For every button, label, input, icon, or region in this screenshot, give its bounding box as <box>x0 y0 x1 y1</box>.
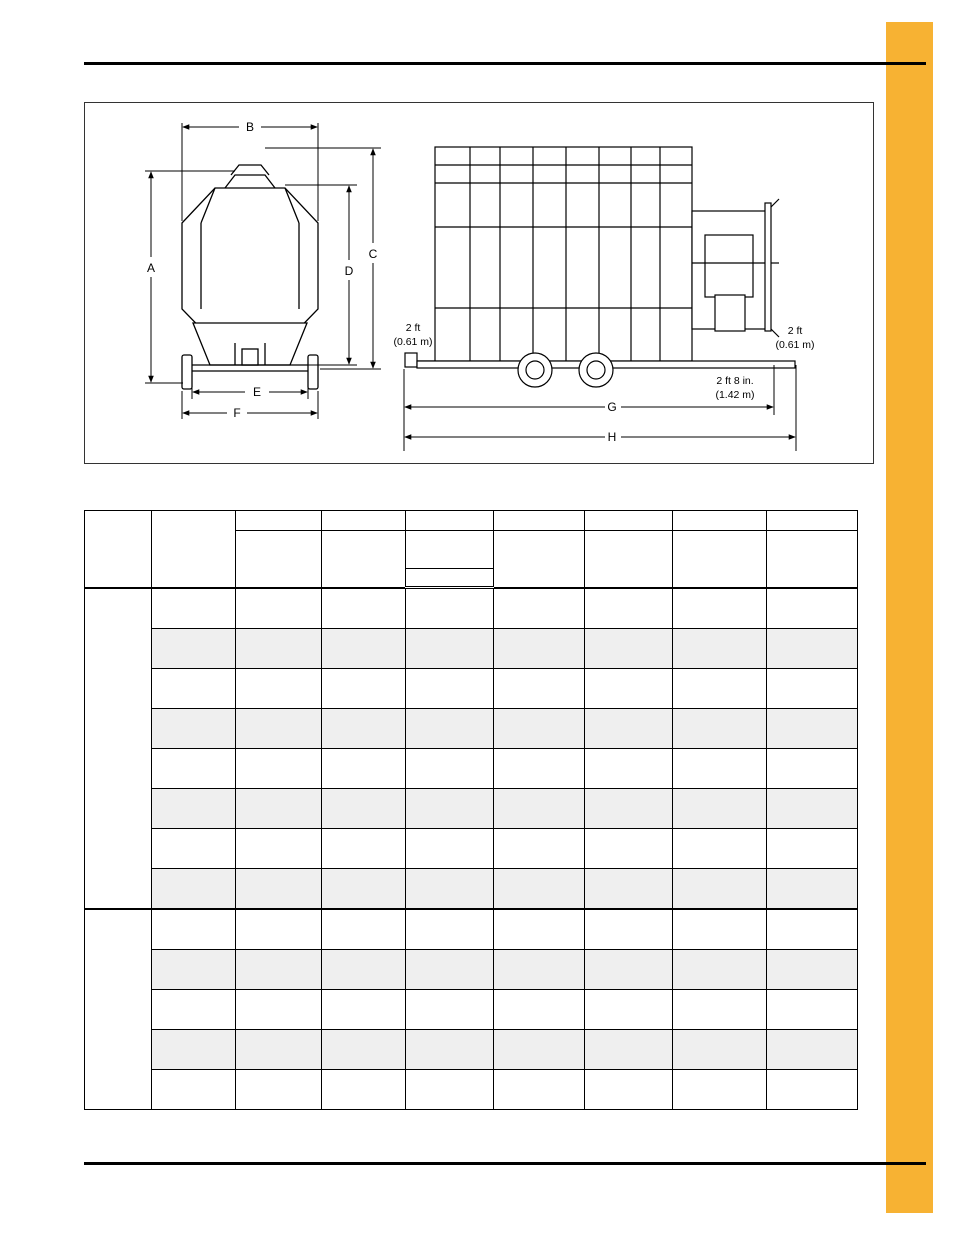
table-cell <box>406 749 494 789</box>
table-cell <box>494 829 585 869</box>
table-row <box>85 629 858 669</box>
table-cell <box>322 709 406 749</box>
table-cell <box>494 909 585 950</box>
header-cell <box>406 531 494 569</box>
dimension-spec-table <box>84 510 858 1110</box>
header-cell <box>322 511 406 531</box>
table-cell <box>585 869 673 910</box>
table-cell <box>494 669 585 709</box>
table-cell <box>767 1030 858 1070</box>
dryer-dimension-figure <box>84 102 874 464</box>
table-cell <box>673 1030 767 1070</box>
side-view-left-wheel <box>182 355 192 389</box>
table-row <box>85 1030 858 1070</box>
table-cell <box>585 1070 673 1110</box>
table-cell <box>494 950 585 990</box>
table-cell <box>673 709 767 749</box>
label-e: E <box>252 385 262 399</box>
model-group-cell <box>85 588 152 910</box>
table-cell <box>152 789 236 829</box>
table-cell <box>494 588 585 629</box>
left-clearance-metric: (0.61 m) <box>393 336 433 348</box>
table-cell <box>673 789 767 829</box>
header-cell <box>236 511 322 531</box>
label-g: G <box>607 400 617 414</box>
header-cell <box>767 531 858 588</box>
table-cell <box>494 1070 585 1110</box>
header-cell <box>152 511 236 588</box>
table-cell <box>322 1030 406 1070</box>
table-cell <box>494 789 585 829</box>
right-clearance-metric: (0.61 m) <box>775 339 815 351</box>
table-cell <box>494 629 585 669</box>
table-cell <box>767 990 858 1030</box>
table-cell <box>767 1070 858 1110</box>
table-cell <box>322 829 406 869</box>
table-cell <box>236 829 322 869</box>
header-cell <box>767 511 858 531</box>
table-cell <box>767 869 858 910</box>
table-cell <box>585 629 673 669</box>
model-group-cell <box>85 909 152 1110</box>
rear-clearance-metric: (1.42 m) <box>715 389 755 401</box>
side-view-right-wheel <box>308 355 318 389</box>
side-view <box>182 165 318 389</box>
label-f: F <box>233 406 241 420</box>
table-cell <box>585 709 673 749</box>
table-cell <box>673 909 767 950</box>
table-cell <box>152 709 236 749</box>
table-cell <box>322 789 406 829</box>
table-row <box>85 1070 858 1110</box>
table-cell <box>585 909 673 950</box>
label-b: B <box>245 120 255 134</box>
table-cell <box>673 588 767 629</box>
table-cell <box>152 869 236 910</box>
table-cell <box>406 629 494 669</box>
table-row <box>85 909 858 950</box>
table-cell <box>673 829 767 869</box>
table-cell <box>494 990 585 1030</box>
table-cell <box>767 829 858 869</box>
table-cell <box>673 629 767 669</box>
table-cell <box>322 749 406 789</box>
right-clearance-imperial: 2 ft <box>787 325 803 337</box>
table-cell <box>322 669 406 709</box>
header-cell <box>494 531 585 588</box>
table-cell <box>406 669 494 709</box>
table-cell <box>767 749 858 789</box>
table-cell <box>585 789 673 829</box>
table-cell <box>585 829 673 869</box>
table-cell <box>322 588 406 629</box>
table-cell <box>406 588 494 629</box>
footer-rule <box>84 1162 926 1165</box>
table-cell <box>767 909 858 950</box>
header-cell <box>673 531 767 588</box>
table-cell <box>322 629 406 669</box>
table-cell <box>152 909 236 950</box>
table-cell <box>322 869 406 910</box>
table-cell <box>767 789 858 829</box>
table-cell <box>406 950 494 990</box>
table-cell <box>322 909 406 950</box>
header-cell <box>322 531 406 588</box>
table-cell <box>673 669 767 709</box>
table-cell <box>236 629 322 669</box>
table-cell <box>585 749 673 789</box>
header-cell <box>85 511 152 588</box>
table-cell <box>236 1030 322 1070</box>
table-cell <box>236 749 322 789</box>
table-cell <box>406 829 494 869</box>
table-cell <box>406 709 494 749</box>
table-cell <box>585 1030 673 1070</box>
table-row <box>85 869 858 910</box>
label-h: H <box>607 430 617 444</box>
table-cell <box>406 909 494 950</box>
table-row <box>85 789 858 829</box>
table-row <box>85 669 858 709</box>
front-view <box>405 147 795 387</box>
header-cell <box>585 511 673 531</box>
side-view-body <box>182 188 318 343</box>
table-cell <box>236 950 322 990</box>
trailer-hitch <box>405 353 417 367</box>
table-cell <box>585 669 673 709</box>
table-cell <box>494 709 585 749</box>
label-a: A <box>146 261 156 275</box>
table-cell <box>673 749 767 789</box>
table-cell <box>236 869 322 910</box>
table-cell <box>152 1030 236 1070</box>
table-cell <box>673 1070 767 1110</box>
label-d: D <box>344 264 354 278</box>
table-cell <box>152 990 236 1030</box>
table-row <box>85 749 858 789</box>
table-cell <box>585 990 673 1030</box>
table-row <box>85 829 858 869</box>
table-cell <box>406 789 494 829</box>
table-cell <box>406 1070 494 1110</box>
table-cell <box>585 588 673 629</box>
table-cell <box>322 990 406 1030</box>
table-cell <box>152 749 236 789</box>
table-cell <box>494 749 585 789</box>
header-rule <box>84 62 926 65</box>
table-cell <box>236 588 322 629</box>
header-cell <box>673 511 767 531</box>
label-c: C <box>368 247 378 261</box>
table-cell <box>152 629 236 669</box>
table-cell <box>585 950 673 990</box>
front-view-body <box>435 147 692 361</box>
table-cell <box>152 588 236 629</box>
table-cell <box>152 829 236 869</box>
header-cell <box>494 511 585 531</box>
table-cell <box>767 588 858 629</box>
header-cell <box>585 531 673 588</box>
table-cell <box>236 789 322 829</box>
table-cell <box>767 709 858 749</box>
table-row <box>85 990 858 1030</box>
table-cell <box>673 990 767 1030</box>
table-cell <box>673 950 767 990</box>
header-cell <box>406 511 494 531</box>
table-cell <box>494 869 585 910</box>
table-cell <box>406 990 494 1030</box>
table-cell <box>236 709 322 749</box>
dimension-drawing <box>85 103 875 465</box>
table-cell <box>152 950 236 990</box>
table-row <box>85 950 858 990</box>
table-cell <box>236 990 322 1030</box>
table-cell <box>767 950 858 990</box>
table-cell <box>494 1030 585 1070</box>
chapter-side-tab <box>886 22 933 1213</box>
table-cell <box>406 869 494 910</box>
table-row <box>85 588 858 629</box>
table-cell <box>767 629 858 669</box>
header-cell <box>236 531 322 588</box>
table-cell <box>236 1070 322 1110</box>
table-cell <box>322 950 406 990</box>
table-cell <box>406 1030 494 1070</box>
table-cell <box>152 669 236 709</box>
table-cell <box>152 1070 236 1110</box>
table-cell <box>673 869 767 910</box>
table-cell <box>767 669 858 709</box>
table-cell <box>236 909 322 950</box>
table-header-row <box>85 511 858 531</box>
table-cell <box>236 669 322 709</box>
header-cell <box>406 569 494 588</box>
rear-clearance-imperial: 2 ft 8 in. <box>716 375 754 387</box>
table-row <box>85 709 858 749</box>
table-cell <box>322 1070 406 1110</box>
left-clearance-imperial: 2 ft <box>405 322 421 334</box>
